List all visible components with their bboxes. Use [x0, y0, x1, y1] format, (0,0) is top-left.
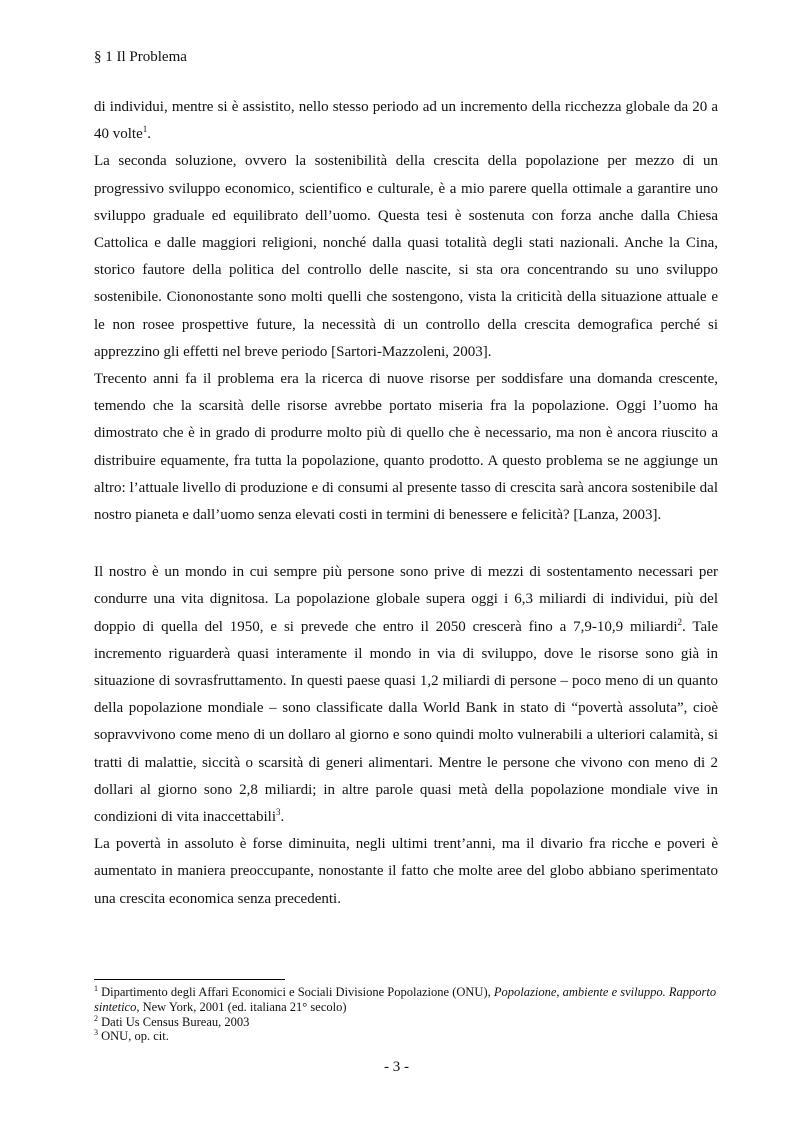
footnote-ref-1[interactable]: 1	[142, 124, 148, 135]
footnote-ref-2[interactable]: 2	[677, 616, 683, 627]
paragraph-5: La povertà in assoluto è forse diminuita, negli ultimi trent’anni, ma il divario fra ricche e poveri è aumentato in maniera preoccupante, nonostante il fatto che molte aree del globo abbiano sperimentato una crescita economica senza precedenti.	[94, 836, 718, 907]
paragraph-2: La seconda soluzione, ovvero la sostenibilità della crescita della popolazione per mezzo di un progressivo sviluppo economico, scientifico e culturale, è a mio parere quella ottimale a garantire uno sviluppo graduale ed equilibrato dell’uomo. Questa tesi è sostenuta con forza anche dalla Chiesa Cattolica e dalle maggiori religioni, nonché dalla quasi totalità degli stati nazionali. Anche la Cina, storico fautore della politica del controllo delle nascite, si sta ora concentrando su uno sviluppo sostenibile. Ciononostante sono molti quelli che sostengono, vista la criticità della situazione attuale e le non rosee prospettive future, la necessità di un controllo della crescita demografica perché si apprezzino gli effetti nel breve periodo [Sartori-Mazzoleni, 2003].	[94, 153, 718, 360]
footnote-separator	[94, 979, 285, 980]
paragraph-1: di individui, mentre si è assistito, nello stesso periodo ad un incremento della ricchezza globale da 20 a 40 volte$^1$.	[94, 99, 718, 143]
running-header: § 1 Il Problema	[94, 49, 187, 65]
page-number: - 3 -	[384, 1059, 409, 1075]
paragraph-3: Trecento anni fa il problema era la ricerca di nuove risorse per soddisfare una domanda crescente, temendo che la scarsità delle risorse avrebbe portato miseria fra la popolazione. Oggi l’uomo ha dimostrato che è in grado di produrre molto più di quello che è necessario, ma non è ancora riuscito a distribuire equamente, fra tutta la popolazione, quanto prodotto. A questo problema se ne aggiunge un altro: l’attuale livello di produzione e di consumi al presente tasso di crescita sarà ancora sostenibile dal nostro pianeta e dall’uomo senza elevati costi in termini di benessere e felicità? [Lanza, 2003].	[94, 371, 718, 524]
footnote-1: $^1$ Dipartimento degli Affari Economici e Sociali Divisione Popolazione (ONU), Popolazione, ambiente e sviluppo. Rapporto sintetico, New York, 2001 (ed. italiana 21° secolo)	[94, 983, 717, 1014]
footnote-3: $^3$ ONU, op. cit.	[94, 1028, 169, 1044]
paragraph-4: Il nostro è un mondo in cui sempre più persone sono prive di mezzi di sostentamento necessari per condurre una vita dignitosa. La popolazione globale supera oggi i 6,3 miliardi di individui, più del doppio di quella del 1950, e si prevede che entro il 2050 crescerà fino a 7,9-10,9 miliardi$^2$. Tale incremento riguarderà quasi interamente il mondo in via di sviluppo, dove le risorse sono già in situazione di sovrasfruttamento. In questi paese quasi 1,2 miliardi di persone – poco meno di un quanto della popolazione mondiale – sono classificate dalla World Bank in stato di “povertà assoluta”, cioè sopravvivono come meno di un dollaro al giorno e sono quindi molto vulnerabili a ulteriori calamità, si tratti di malattie, siccità o scarsità di generi alimentari. Mentre le persone che vivono con meno di 2 dollari al giorno sono 2,8 miliardi; in altre parole quasi metà della popolazione mondiale vive in condizioni di vita inaccettabili$^3$.	[94, 564, 718, 826]
footnote-ref-3[interactable]: 3	[276, 807, 281, 818]
page-body	[94, 94, 718, 913]
footnote-2: $^2$ Dati Us Census Bureau, 2003	[94, 1013, 250, 1029]
paragraph-gap	[94, 529, 718, 559]
footnotes	[94, 985, 718, 1044]
